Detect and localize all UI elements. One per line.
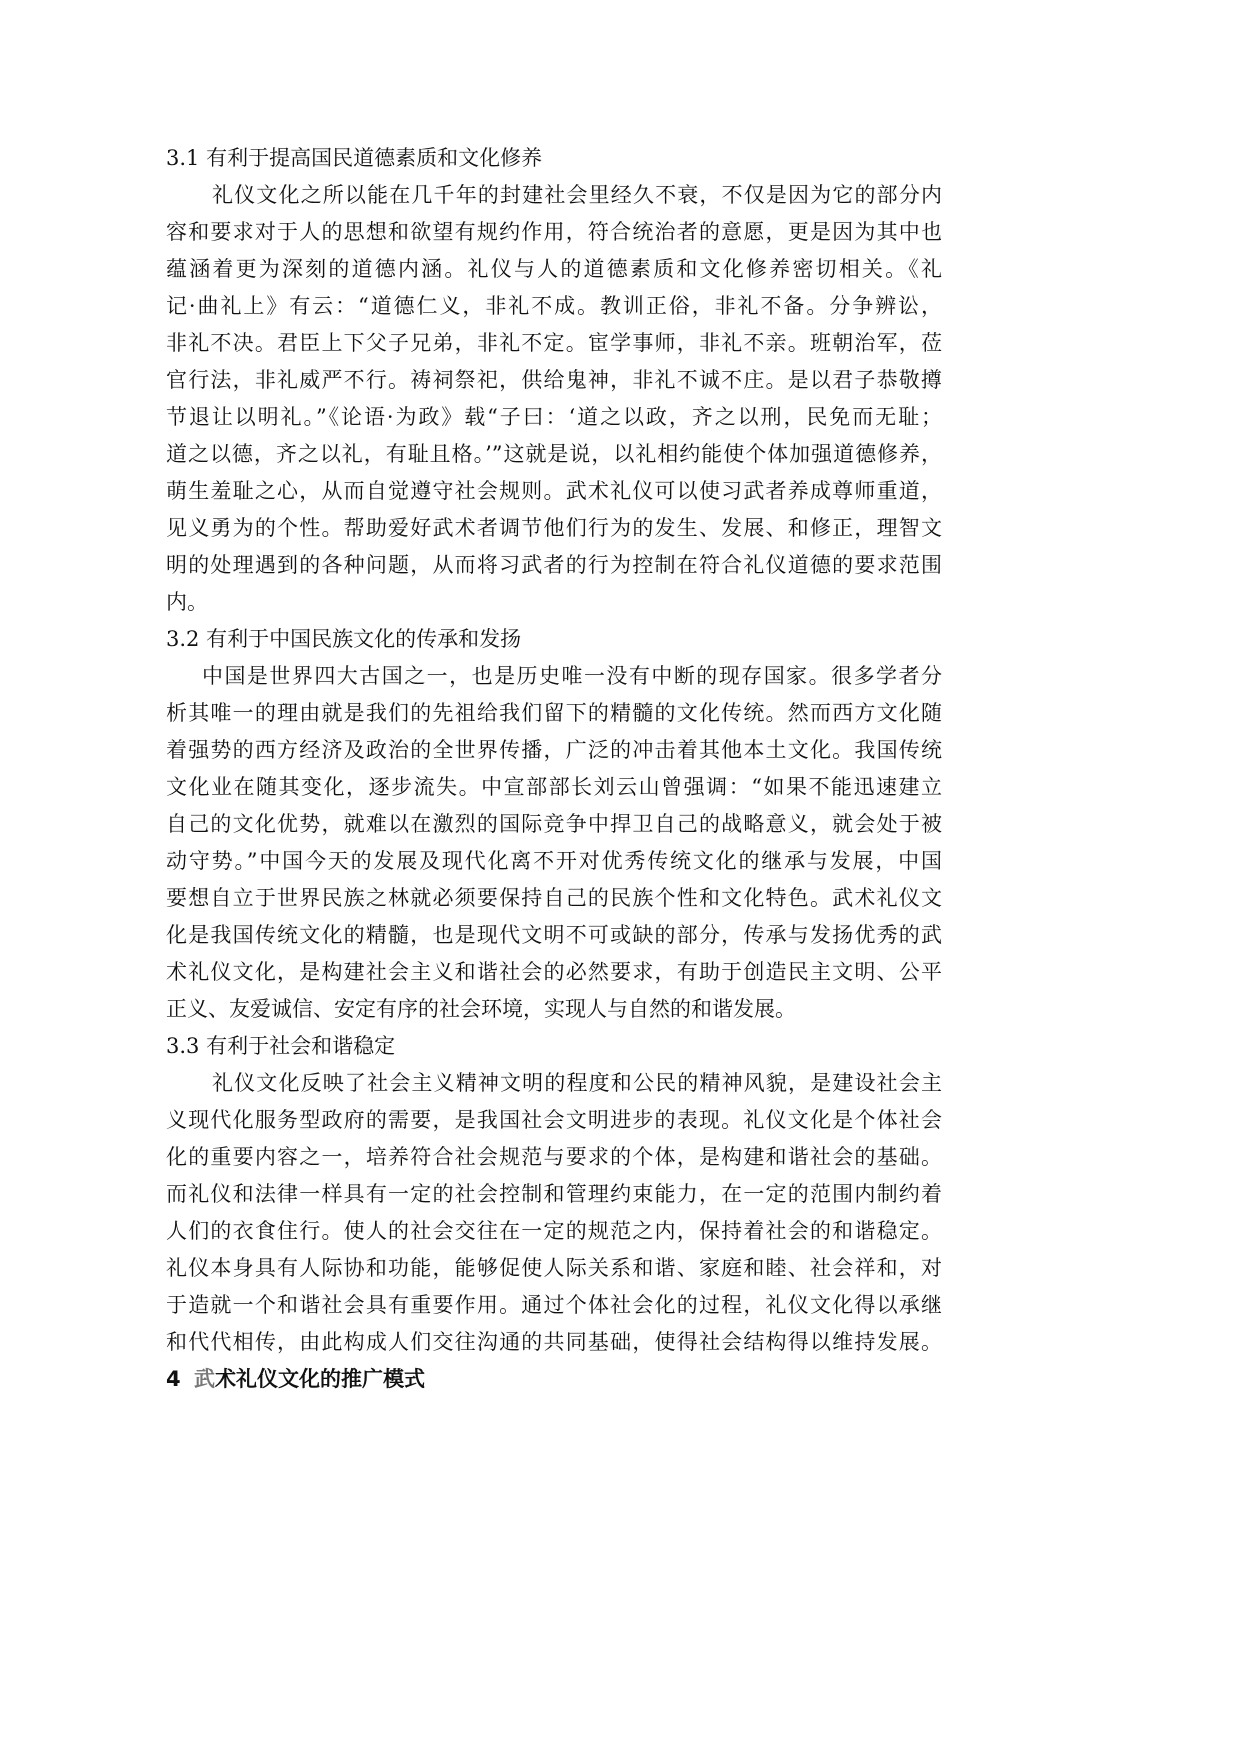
paragraph-line: 礼仪本身具有人际协和功能，能够促使人际关系和谐、家庭和睦、社会祥和，对	[166, 1256, 942, 1280]
paragraph-line: 义现代化服务型政府的需要，是我国社会文明进步的表现。礼仪文化是个体社会	[166, 1108, 942, 1132]
paragraph-line: 中国是世界四大古国之一，也是历史唯一没有中断的现存国家。很多学者分	[202, 664, 942, 688]
paragraph-line: 和代代相传，由此构成人们交往沟通的共同基础，使得社会结构得以维持发展。	[166, 1330, 942, 1354]
paragraph-line: 道之以德，齐之以礼，有耻且格。’”这就是说，以礼相约能使个体加强道德修养，	[166, 442, 942, 466]
paragraph-line: 人们的衣食住行。使人的社会交往在一定的规范之内，保持着社会的和谐稳定。	[166, 1219, 942, 1243]
paragraph-line: 要想自立于世界民族之林就必须要保持自己的民族个性和文化特色。武术礼仪文	[166, 886, 942, 910]
paragraph-line: 容和要求对于人的思想和欲望有规约作用，符合统治者的意愿，更是因为其中也	[166, 220, 942, 244]
paragraph-line: 文化业在随其变化，逐步流失。中宣部部长刘云山曾强调：“如果不能迅速建立	[166, 775, 942, 799]
paragraph-line: 析其唯一的理由就是我们的先祖给我们留下的精髓的文化传统。然而西方文化随	[166, 701, 942, 725]
body-text	[166, 140, 942, 1398]
paragraph-line: 节退让以明礼。”《论语·为政》载“子曰：‘道之以政，齐之以刑，民免而无耻；	[166, 405, 942, 429]
paragraph-line: 礼仪文化反映了社会主义精神文明的程度和公民的精神风貌，是建设社会主	[212, 1071, 942, 1095]
paragraph-line: 化的重要内容之一，培养符合社会规范与要求的个体，是构建和谐社会的基础。	[166, 1145, 942, 1169]
paragraph-line: 化是我国传统文化的精髓，也是现代文明不可或缺的部分，传承与发扬优秀的武	[166, 923, 942, 947]
paragraph-line: 术礼仪文化，是构建社会主义和谐社会的必然要求，有助于创造民主文明、公平	[166, 960, 942, 984]
paragraph-line: 而礼仪和法律一样具有一定的社会控制和管理约束能力，在一定的范围内制约着	[166, 1182, 942, 1206]
paragraph-line: 于造就一个和谐社会具有重要作用。通过个体社会化的过程，礼仪文化得以承继	[166, 1293, 942, 1317]
paragraph-line: 礼仪文化之所以能在几千年的封建社会里经久不衰，不仅是因为它的部分内	[212, 183, 942, 207]
section-number: 4	[166, 1367, 181, 1391]
paragraph-line: 记·曲礼上》有云：“道德仁义，非礼不成。教训正俗，非礼不备。分争辨讼，	[166, 294, 942, 318]
section-heading-3-2: 3.2 有利于中国民族文化的传承和发扬	[166, 627, 522, 651]
paragraph-line: 萌生羞耻之心，从而自觉遵守社会规则。武术礼仪可以使习武者养成尊师重道，	[166, 479, 942, 503]
section-heading-3-1: 3.1 有利于提高国民道德素质和文化修养	[166, 146, 543, 170]
section-title: 术礼仪文化的推广模式	[214, 1367, 425, 1391]
paragraph-line: 着强势的西方经济及政治的全世界传播，广泛的冲击着其他本土文化。我国传统	[166, 738, 942, 762]
paragraph-line: 官行法，非礼威严不行。祷祠祭祀，供给鬼神，非礼不诚不庄。是以君子恭敬撙	[166, 368, 942, 392]
section-heading-3-3: 3.3 有利于社会和谐稳定	[166, 1034, 396, 1058]
paragraph-line: 动守势。”中国今天的发展及现代化离不开对优秀传统文化的继承与发展，中国	[166, 849, 942, 873]
paragraph-line: 非礼不决。君臣上下父子兄弟，非礼不定。宦学事师，非礼不亲。班朝治军，莅	[166, 331, 942, 355]
paragraph-line: 内。	[166, 590, 208, 614]
section-heading-4	[166, 1361, 942, 1398]
paragraph-line: 自己的文化优势，就难以在激烈的国际竞争中捍卫自己的战略意义，就会处于被	[166, 812, 942, 836]
section-title-first-char: 武	[193, 1367, 215, 1391]
paragraph-line: 蕴涵着更为深刻的道德内涵。礼仪与人的道德素质和文化修养密切相关。《礼	[166, 257, 942, 281]
paragraph-line: 见义勇为的个性。帮助爱好武术者调节他们行为的发生、发展、和修正，理智文	[166, 516, 942, 540]
paragraph-line: 正义、友爱诚信、安定有序的社会环境，实现人与自然的和谐发展。	[166, 997, 796, 1021]
paragraph-line: 明的处理遇到的各种问题，从而将习武者的行为控制在符合礼仪道德的要求范围	[166, 553, 942, 577]
